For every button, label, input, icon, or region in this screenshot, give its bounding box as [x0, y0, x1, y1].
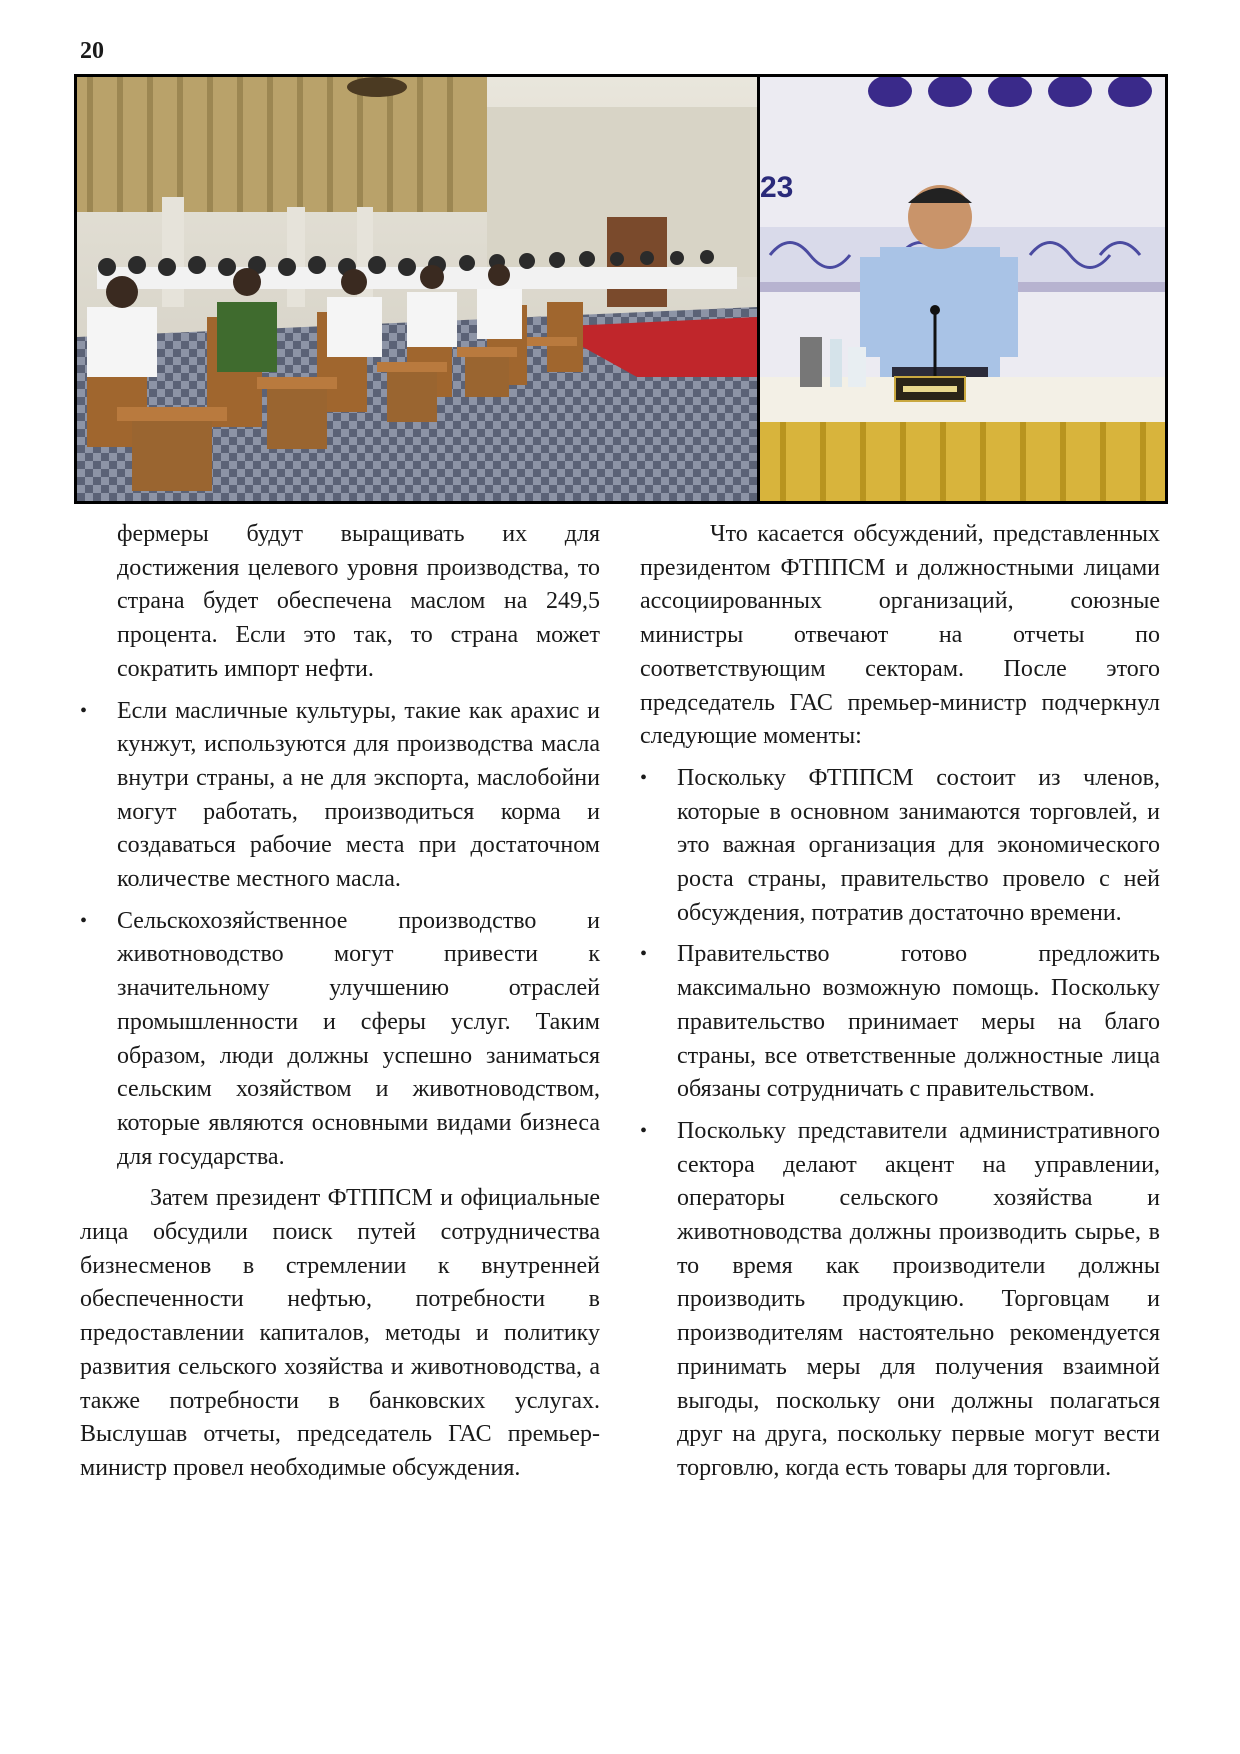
left-bullet-list — [80, 695, 600, 1175]
body-paragraph: Что касается обсуждений, представленных президентом ФТППСМ и должностными лицами ассоциированных организаций, союзные министры отвечают на отчеты по соответствующим секторам. После этого председатель ГАС премьер-министр подчеркнул следующие моменты: — [640, 521, 1160, 750]
list-item-text: Правительство готово предложить максимально возможную помощь. Поскольку правительство принимает меры на благо страны, все ответственные должностные лица обязаны сотрудничать с правительством. — [677, 941, 1160, 1103]
continued-paragraph: фермеры будут выращивать их для достижения целевого уровня производства, то страна будет обеспечена маслом на 249,5 процента. Если это так, то страна может сократить импорт нефти. — [117, 521, 600, 682]
list-item-text: Поскольку представители административного сектора делают акцент на управлении, операторы сельского хозяйства и животноводства должны производить сырье, в то время как производители должны производить продукцию. Торговцам и производителям настоятельно рекомендуется принимать меры для получения взаимной выгоды, поскольку они должны полагаться друг на друга, поскольку первые могут вести торговлю, когда есть товары для торговли. — [677, 1117, 1160, 1481]
speaker-photo-illustration — [760, 77, 1165, 501]
bullet-icon: • — [80, 699, 88, 722]
list-item — [640, 1115, 1160, 1486]
audience-photo-illustration — [77, 77, 757, 501]
list-item-text: Если масличные культуры, такие как арахис и кунжут, используются для производства масла внутри страны, а не для экспорта, маслобойни могут работать, производиться корма и создаваться рабочие места при достаточном количестве местного масла. — [117, 697, 600, 893]
body-paragraph: Затем президент ФТППСМ и официальные лица обсудили поиск путей сотрудничества бизнесменов в стремлении к внутренней обеспеченности нефтью, потребности в предоставлении капиталов, методы и политику развития сельского хозяйства и животноводства, а также потребности в банковских услугах. Выслушав отчеты, председатель ГАС премьер-министр провел необходимые обсуждения. — [80, 1185, 600, 1481]
meeting-hall-audience-photo — [77, 77, 757, 501]
list-item-text: Сельскохозяйственное производство и животноводство могут привести к значительному улучшению отраслей промышленности и сферы услуг. Таким образом, люди должны успешно заниматься сельским хозяйством и животноводством, которые являются основными видами бизнеса для государства. — [117, 907, 600, 1170]
photo-strip — [74, 74, 1168, 504]
bullet-icon: • — [640, 1119, 648, 1142]
page-number: 20 — [80, 38, 104, 64]
bullet-icon: • — [640, 943, 648, 966]
right-text-column — [640, 518, 1160, 1494]
bullet-icon: • — [640, 766, 648, 789]
list-item-text: Поскольку ФТППСМ состоит из членов, которые в основном занимаются торговлей, и это важная организация для экономического роста страны, правительство провело с ней обсуждения, потратив достаточно времени. — [677, 764, 1160, 926]
list-item — [640, 762, 1160, 931]
list-item — [640, 938, 1160, 1107]
banner-fragment-text: 23 — [760, 171, 794, 204]
speaker-at-podium-photo — [760, 77, 1165, 501]
list-item — [80, 905, 600, 1175]
list-item — [80, 695, 600, 897]
right-bullet-list — [640, 762, 1160, 1486]
bullet-icon: • — [80, 909, 88, 932]
left-text-column — [80, 518, 600, 1494]
